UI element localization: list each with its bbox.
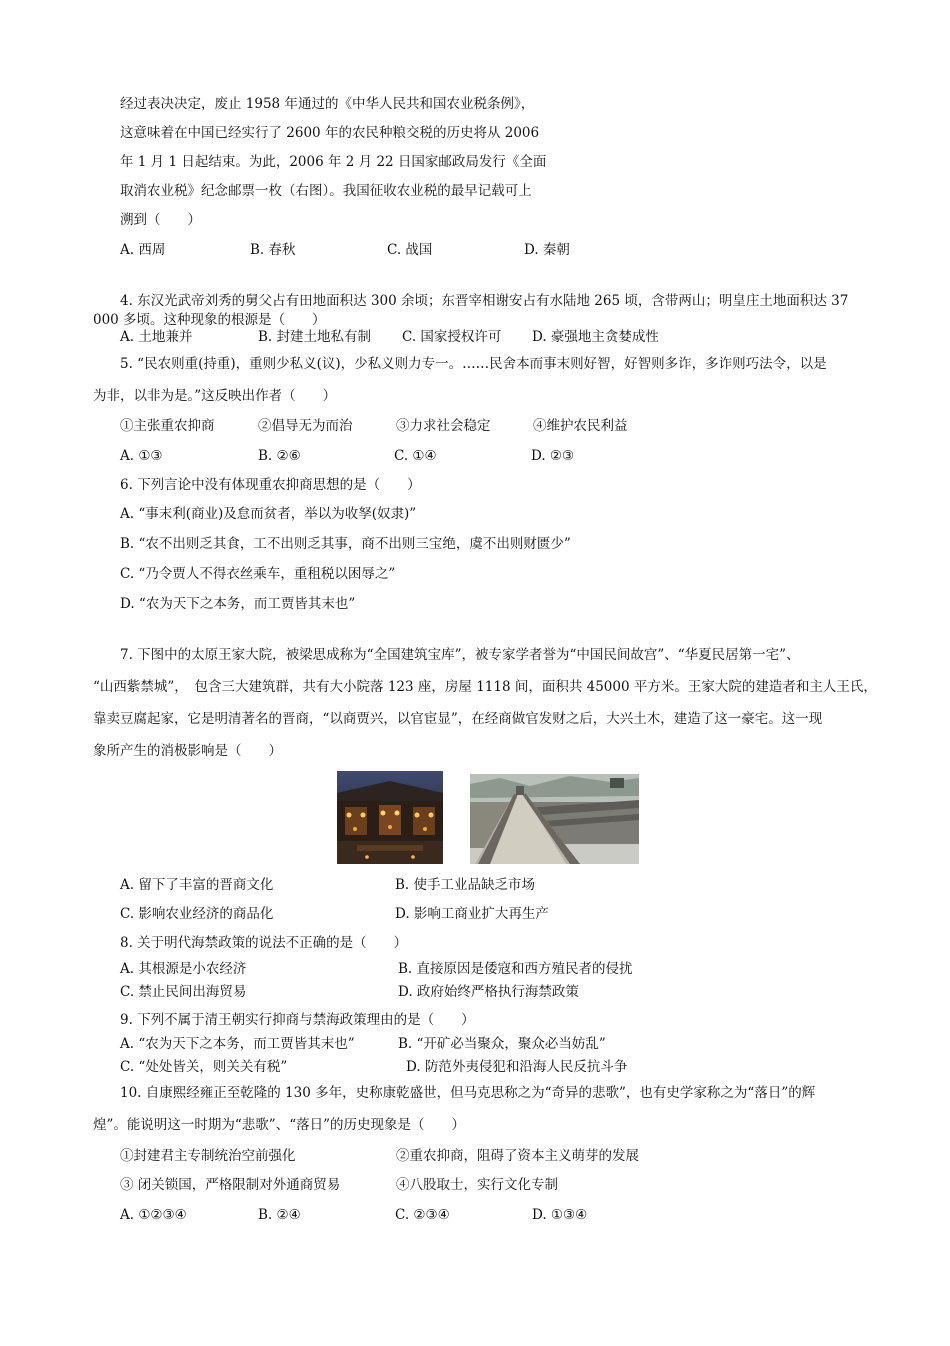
- q3-option-d: D. 秦朝: [524, 242, 570, 258]
- q10-item-4: ④八股取士，实行文化专制: [396, 1177, 558, 1193]
- q8-option-c: C. 禁止民间出海贸易: [120, 984, 247, 1000]
- q10-option-c: C. ②③④: [395, 1207, 450, 1223]
- q10-item-2: ②重农抑商，阻碍了资本主义萌芽的发展: [396, 1148, 639, 1164]
- q10-option-b: B. ②④: [258, 1207, 301, 1223]
- q10-item-1: ①封建君主专制统治空前强化: [120, 1148, 296, 1164]
- q7-stem-line-3: 靠卖豆腐起家，它是明清著名的晋商，“以商贾兴，以官宦显”，在经商做官发财之后，大兴土木，建造了这一豪宅。这一现: [93, 711, 823, 727]
- q4-stem-line-2: 000 多顷。这种现象的根源是（ ）: [93, 312, 326, 328]
- q7-stem-line-1: 7. 下图中的太原王家大院，被梁思成称为“全国建筑宝库”，被专家学者誉为“中国民间故宫”、“华夏民居第一宅”、: [120, 647, 800, 663]
- q5-stem-line-1: 5. “民农则重(持重)，重则少私义(议)，少私义则力专一。……民舍本而事末则好智，好智则多诈，多诈则巧法令，以是: [120, 356, 827, 372]
- q10-option-a: A. ①②③④: [120, 1207, 187, 1223]
- q8-option-a: A. 其根源是小农经济: [120, 961, 247, 977]
- q9-option-b: B. “开矿必当聚众，聚众必当妨乱”: [398, 1036, 606, 1052]
- q5-item-1: ①主张重农抑商: [120, 418, 215, 434]
- q5-stem-line-2: 为非，以非为是。”这反映出作者（ ）: [93, 388, 337, 404]
- q6-option-a: A. “事末利(商业)及怠而贫者，举以为收孥(奴隶)”: [120, 506, 417, 522]
- q5-option-c: C. ①④: [394, 448, 437, 464]
- q9-option-a: A. “农为天下之本务，而工贾皆其末也”: [120, 1036, 355, 1052]
- q8-option-d: D. 政府始终严格执行海禁政策: [398, 984, 579, 1000]
- q8-stem: 8. 关于明代海禁政策的说法不正确的是（ ）: [120, 935, 408, 951]
- q10-item-3: ③ 闭关锁国，严格限制对外通商贸易: [120, 1177, 341, 1193]
- q7-option-d: D. 影响工商业扩大再生产: [395, 906, 549, 922]
- q4-option-b: B. 封建土地私有制: [258, 329, 372, 345]
- q7-option-c: C. 影响农业经济的商品化: [120, 906, 274, 922]
- q5-option-d: D. ②③: [531, 448, 575, 464]
- q4-option-a: A. 土地兼并: [120, 329, 193, 345]
- q9-stem: 9. 下列不属于清王朝实行抑商与禁海政策理由的是（ ）: [120, 1012, 475, 1028]
- q5-item-4: ④维护农民利益: [533, 418, 628, 434]
- q7-option-b: B. 使手工业品缺乏市场: [395, 877, 536, 893]
- q5-item-2: ②倡导无为而治: [258, 418, 353, 434]
- q3-option-b: B. 春秋: [250, 242, 296, 258]
- q8-option-b: B. 直接原因是倭寇和西方殖民者的侵扰: [398, 961, 633, 977]
- q4-option-d: D. 豪强地主贪婪成性: [532, 329, 659, 345]
- q3-line-2: 这意味着在中国已经实行了 2600 年的农民种粮交税的历史将从 2006: [120, 125, 540, 141]
- q6-option-d: D. “农为天下之本务，而工贾皆其末也”: [120, 596, 356, 612]
- q7-stem-line-4: 象所产生的消极影响是（ ）: [93, 743, 282, 759]
- courtyard-night-photo: [337, 771, 443, 864]
- q3-option-c: C. 战国: [387, 242, 433, 258]
- q3-line-3: 年 1 月 1 日起结束。为此，2006 年 2 月 22 日国家邮政局发行《全面: [120, 154, 547, 170]
- q6-stem: 6. 下列言论中没有体现重农抑商思想的是（ ）: [120, 477, 421, 493]
- q4-stem-line-1: 4. 东汉光武帝刘秀的舅父占有田地面积达 300 余顷；东晋宰相谢安占有水陆地 265 顷，含带两山；明皇庄土地面积达 37: [120, 293, 849, 309]
- q10-stem-line-1: 10. 自康熙经雍正至乾隆的 130 多年，史称康乾盛世，但马克思称之为“奇异的悲歌”，也有史学家称之为“落日”的辉: [120, 1085, 816, 1101]
- q6-option-b: B. “农不出则乏其食，工不出则乏其事，商不出则三宝绝，虞不出则财匮少”: [120, 536, 571, 552]
- q3-option-a: A. 西周: [120, 242, 166, 258]
- q3-line-5: 溯到（ ）: [120, 212, 201, 228]
- wall-walkway-photo: [470, 774, 639, 864]
- q6-option-c: C. “乃令贾人不得衣丝乘车，重租税以困辱之”: [120, 566, 396, 582]
- q5-option-a: A. ①③: [120, 448, 163, 464]
- q5-option-b: B. ②⑥: [258, 448, 301, 464]
- q3-line-4: 取消农业税》纪念邮票一枚（右图）。我国征收农业税的最早记载可上: [120, 183, 532, 199]
- q4-option-c: C. 国家授权许可: [402, 329, 502, 345]
- q7-option-a: A. 留下了丰富的晋商文化: [120, 877, 274, 893]
- q7-stem-line-2: “山西紫禁城”， 包含三大建筑群，共有大小院落 123 座，房屋 1118 间，面积共 45000 平方米。王家大院的建造者和主人王氏，: [93, 679, 877, 695]
- q5-item-3: ③力求社会稳定: [396, 418, 491, 434]
- q10-option-d: D. ①③④: [532, 1207, 588, 1223]
- q10-stem-line-2: 煌”。能说明这一时期为“悲歌”、“落日”的历史现象是（ ）: [93, 1117, 466, 1133]
- q9-option-c: C. “处处皆关，则关关有税”: [120, 1059, 288, 1075]
- q3-line-1: 经过表决决定，废止 1958 年通过的《中华人民共和国农业税条例》，: [120, 96, 535, 112]
- q9-option-d: D. 防范外夷侵犯和沿海人民反抗斗争: [406, 1059, 628, 1075]
